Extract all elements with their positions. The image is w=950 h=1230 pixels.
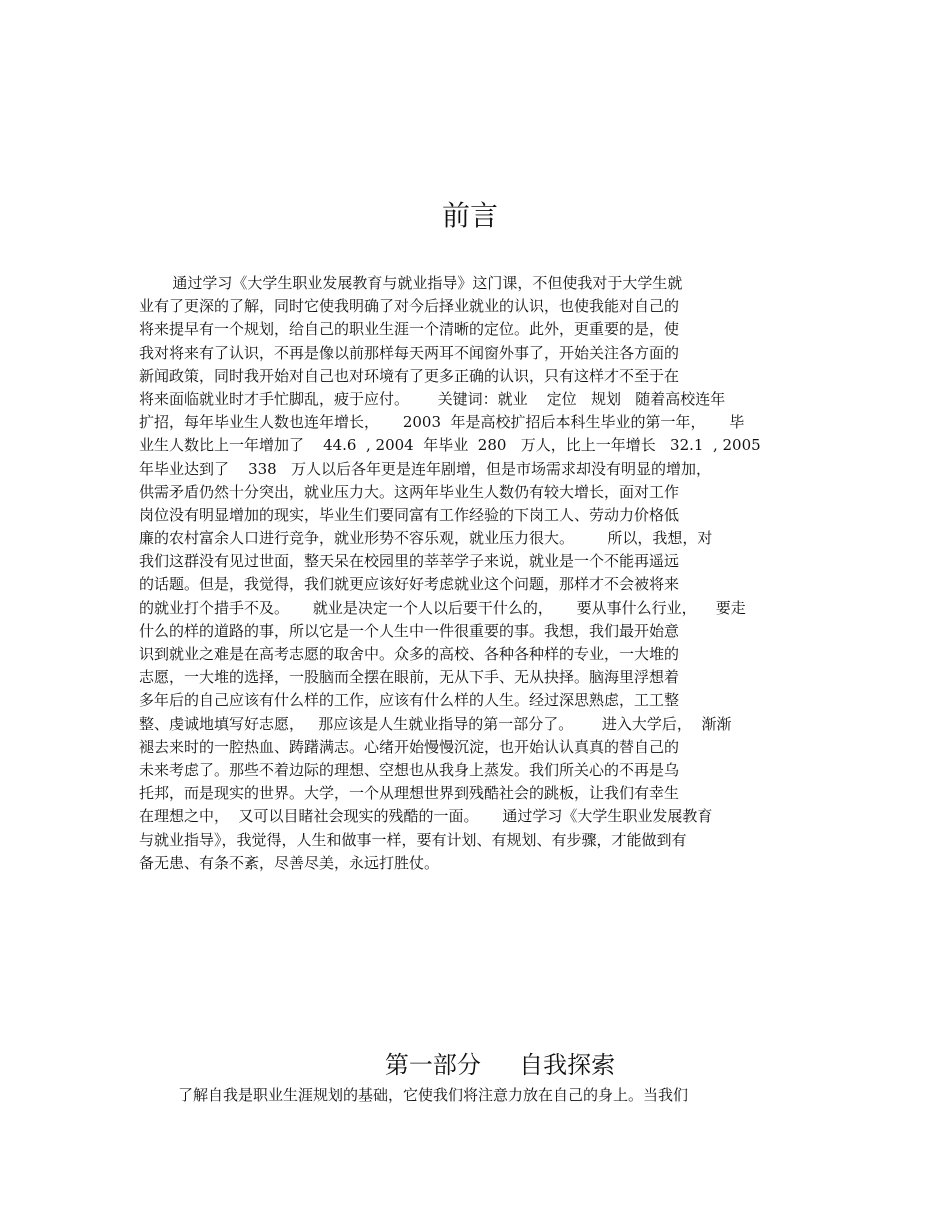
text-line: 托邦，而是现实的世界。大学，一个从理想世界到残酷社会的跳板，让我们有幸生	[139, 784, 680, 803]
text-line: 多年后的自己应该有什么样的工作，应该有什么样的人生。经过深思熟虑，工工整	[139, 691, 680, 710]
text-line: 的话题。但是，我觉得，我们就更应该好好考虑就业这个问题，那样才不会被将来	[139, 575, 680, 594]
text-line: 年毕业达到了 338 万人以后各年更是连年剧增，但是市场需求却没有明显的增加，	[139, 459, 712, 478]
text-line: 将来提早有一个规划，给自己的职业生涯一个清晰的定位。此外，更重要的是，使	[139, 320, 680, 339]
text-line: 什么的样的道路的事，所以它是一个人生中一件很重要的事。我想，我们最开始意	[139, 621, 680, 640]
text-line: 在理想之中， 又可以目睹社会现实的残酷的一面。 通过学习《大学生职业发展教育	[139, 807, 713, 826]
text-line: 与就业指导》，我觉得，人生和做事一样，要有计划、有规划、有步骤，才能做到有	[139, 830, 687, 849]
text-line: 廉的农村富余人口进行竞争，就业形势不容乐观，就业压力很大。 所以，我想，对	[139, 529, 713, 548]
text-line: 整、虔诚地填写好志愿， 那应该是人生就业指导的第一部分了。 进入大学后， 渐渐	[139, 714, 732, 733]
text-line: 的就业打个措手不及。 就业是决定一个人以后要干什么的， 要从事什么行业， 要走	[139, 598, 746, 617]
text-line: 志愿，一大堆的选择，一股脑而全摆在眼前，无从下手、无从抉择。脑海里浮想着	[139, 668, 680, 687]
text-line: 扩招，每年毕业生人数也连年增长， 2003 年是高校扩招后本科生毕业的第一年， 毕	[139, 413, 745, 432]
text-line: 业生人数比上一年增加了 44.6 , 2004 年毕业 280 万人，比上一年增长 32.1 , 2005	[139, 436, 761, 455]
text-line: 新闻政策，同时我开始对自己也对环境有了更多正确的认识，只有这样才不至于在	[139, 366, 680, 385]
text-line: 我对将来有了认识，不再是像以前那样每天两耳不闻窗外事了，开始关注各方面的	[139, 343, 680, 362]
page-title: 前言	[441, 199, 498, 232]
text-line: 通过学习《大学生职业发展教育与就业指导》这门课，不但使我对于大学生就	[139, 274, 683, 292]
text-line: 未来考虑了。那些不着边际的理想、空想也从我身上蒸发。我们所关心的不再是乌	[139, 760, 680, 779]
text-line: 业有了更深的了解，同时它使我明确了对今后择业就业的认识，也使我能对自己的	[139, 297, 680, 316]
text-line: 识到就业之难是在高考志愿的取舍中。众多的高校、各种各种样的专业，一大堆的	[139, 645, 680, 663]
text-line: 岗位没有明显增加的现实，毕业生们要同富有工作经验的下岗工人、劳动力价格低	[139, 505, 680, 524]
section-heading: 第一部分 自我探索	[384, 1051, 616, 1079]
preface-body	[139, 272, 819, 875]
text-line: 供需矛盾仍然十分突出，就业压力大。这两年毕业生人数仍有较大增长，面对工作	[139, 482, 680, 501]
text-line: 将来面临就业时才手忙脚乱，疲于应付。 关键词：就业 定位 规划 随着高校连年	[139, 389, 726, 408]
text-line: 我们这群没有见过世面，整天呆在校园里的莘莘学子来说，就业是一个不能再遥远	[139, 552, 680, 571]
text-line: 褪去来时的一腔热血、踌躇满志。心绪开始慢慢沉淀，也开始认认真真的替自己的	[139, 737, 680, 756]
section-first-line: 了解自我是职业生涯规划的基础，它使我们将注意力放在自己的身上。当我们	[178, 1086, 689, 1104]
text-line: 备无患、有条不紊，尽善尽美，永远打胜仗。	[139, 853, 440, 872]
